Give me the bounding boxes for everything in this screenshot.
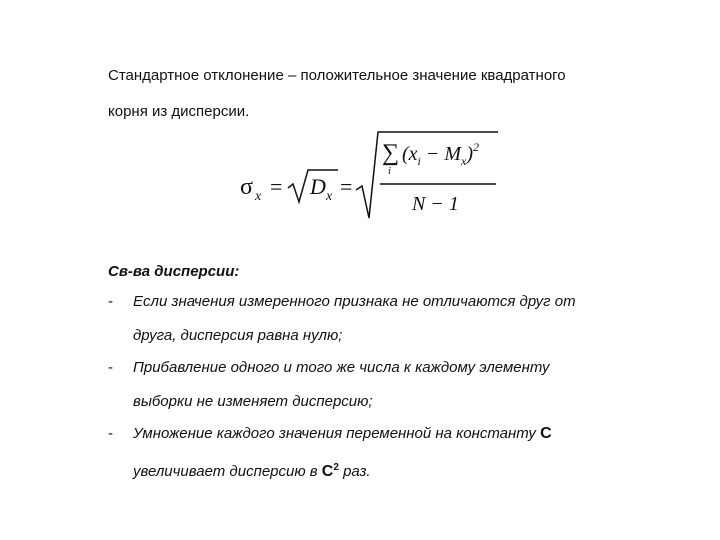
properties-heading: Св-ва дисперсии: (108, 263, 240, 280)
definition-text: – положительное значение квадратного (283, 67, 566, 84)
property-1-line-1: Если значения измеренного признака не отличаются друг от (133, 293, 576, 310)
definition-line-1 (108, 66, 566, 86)
formula-denominator: N − 1 (412, 193, 459, 215)
formula-sigma: σ (240, 174, 253, 200)
formula-minus-M: − M (420, 143, 462, 165)
property-2-line-2: выборки не изменяет дисперсию; (133, 393, 373, 410)
formula-D: D (310, 174, 326, 199)
formula-D-sub: x (326, 189, 333, 204)
bullet-dash: - (108, 425, 113, 442)
constant-c: С (540, 425, 552, 442)
property-2-line-1: Прибавление одного и того же числа к каждому элементу (133, 359, 550, 376)
formula-sum: ∑ (382, 140, 400, 166)
formula-power: 2 (473, 140, 480, 154)
std-deviation-formula (230, 130, 530, 230)
definition-term: Стандартное отклонение (108, 67, 284, 84)
bullet-dash: - (108, 359, 113, 376)
formula-close-paren: ) (466, 143, 474, 165)
formula-x-sub: i (417, 154, 421, 168)
formula-eq-2: = (340, 174, 353, 199)
formula-M-sub: x (461, 154, 467, 168)
constant-c-2: С (321, 463, 334, 480)
property-3-line-1 (133, 424, 552, 444)
formula-eq-1: = (270, 174, 283, 199)
formula-numerator-open: (x (402, 143, 418, 165)
formula-sum-sub: i (388, 165, 392, 177)
property-3-text-3: раз. (338, 463, 371, 480)
property-3-text: Умножение каждого значения переменной на константу (133, 425, 541, 442)
property-3-line-2 (133, 458, 371, 482)
bullet-dash: - (108, 293, 113, 310)
property-1-line-2: друга, дисперсия равна нулю; (133, 327, 343, 344)
property-3-text-2: увеличивает дисперсию в (133, 463, 322, 480)
definition-line-2: корня из дисперсии. (108, 103, 250, 120)
svg-text:(xi − Mx)2 (402, 140, 479, 168)
constant-power: 2 (333, 462, 339, 473)
formula-sigma-sub: x (255, 189, 262, 204)
